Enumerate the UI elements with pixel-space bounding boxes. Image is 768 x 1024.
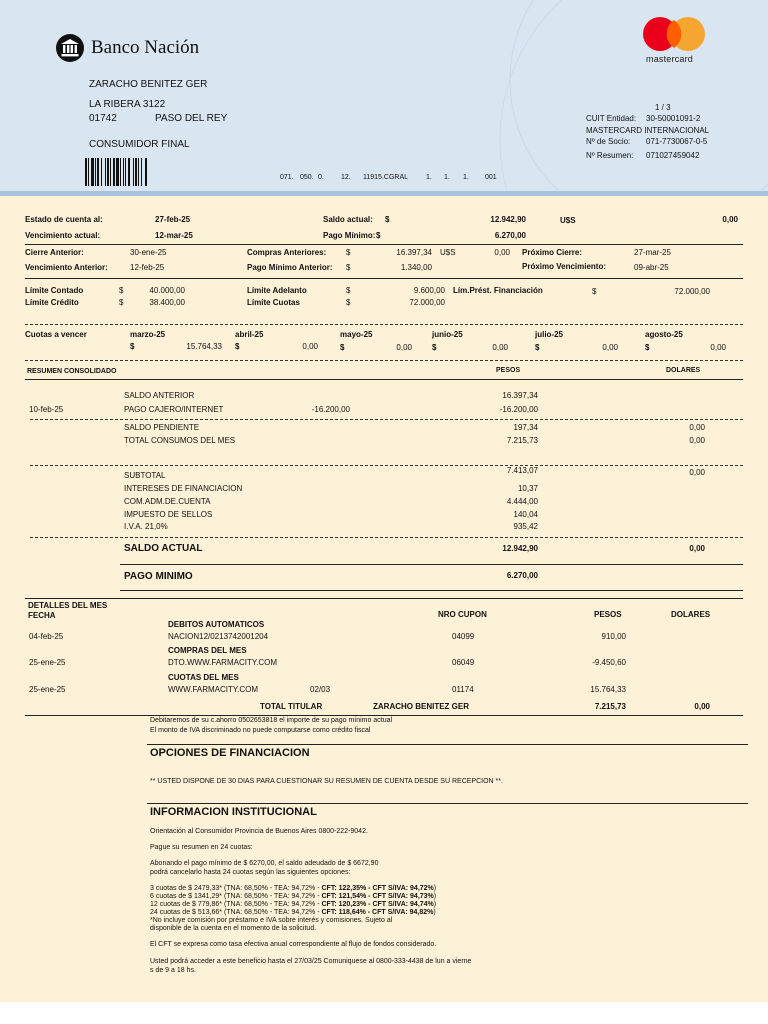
iva-label: I.V.A. 21,0% (124, 522, 168, 531)
saldo-anterior-pesos: 16.397,34 (502, 391, 538, 400)
pago-minimo-anterior-label: Pago Mínimo Anterior: (247, 263, 333, 272)
detalle-col-pesos: PESOS (594, 610, 622, 619)
usd-value: 0,00 (722, 215, 738, 224)
info-cuotas-line: Pague su resumen en 24 cuotas: (150, 844, 253, 851)
prestamo-label: Lím.Prést. Financiación (453, 286, 543, 295)
intereses-label: INTERESES DE FINANCIACION (124, 484, 243, 493)
cuota-pesos: 15.764,33 (590, 685, 626, 694)
total-titular-pesos: 7.215,73 (594, 702, 626, 711)
entity-name: MASTERCARD INTERNACIONAL (586, 126, 710, 135)
financing-cft: CFT: 121,54% - CFT S/IVA: 94,73% (321, 893, 434, 900)
limite-cuotas-label: Límite Cuotas (247, 298, 300, 307)
compra-desc: DTO.WWW.FARMACITY.COM (168, 658, 278, 667)
cuota-number: 02/03 (310, 685, 331, 694)
cuota-month-name: marzo-25 (130, 330, 166, 339)
routing-code-4: 12. (341, 174, 351, 181)
total-titular-name: ZARACHO BENITEZ GER (373, 702, 469, 711)
socio-value: 071-7730067-0-5 (646, 137, 708, 146)
comadm-pesos: 4.444,00 (506, 497, 538, 506)
detalle-col-dolares: DOLARES (671, 610, 711, 619)
cuota-month-currency: $ (535, 343, 540, 352)
vencimiento-anterior-label: Vencimiento Anterior: (25, 263, 108, 272)
compras-anteriores-currency: $ (346, 248, 351, 257)
financing-cft: CFT: 120,23% - CFT S/IVA: 94,74% (321, 901, 434, 908)
cuota-month-name: agosto-25 (645, 330, 683, 339)
financing-plan: 12 cuotas de $ 779,86* (TNA: 68,50% - TEA: 94,72% - (150, 901, 322, 908)
divider (25, 244, 743, 245)
cuotas-vencer-label: Cuotas a vencer (25, 330, 87, 339)
saldo-anterior-label: SALDO ANTERIOR (124, 391, 195, 400)
cuota-month-value: 0,00 (396, 343, 412, 352)
limite-adelanto-label: Límite Adelanto (247, 286, 307, 295)
info-commission-note: *No incluye comisión por préstamo e IVA sobre interés y comisiones. Sujeto al (150, 917, 393, 924)
routing-code-2: 050. (300, 174, 314, 181)
statement-header (0, 0, 768, 192)
resumen-col-dolares: DOLARES (666, 367, 701, 374)
financing-option (150, 885, 436, 892)
routing-code-1: 071. (280, 174, 294, 181)
compras-anteriores-usd-label: U$S (440, 248, 456, 257)
mastercard-wordmark: mastercard (646, 54, 694, 64)
detalle-col-fecha: FECHA (28, 611, 56, 620)
comadm-label: COM.ADM.DE.CUENTA (124, 497, 211, 506)
limite-credito-currency: $ (119, 298, 124, 307)
compras-anteriores-value: 16.397,34 (396, 248, 432, 257)
info-beneficio-line: Usted podrá acceder a este beneficio hasta el 27/03/25 Comuniquese al 0800-333-4438 de lun a vierne (150, 958, 472, 965)
intereses-pesos: 10,37 (517, 484, 538, 493)
proximo-cierre-label: Próximo Cierre: (522, 248, 583, 257)
divider (120, 564, 743, 565)
limite-contado-value: 40.000,00 (149, 286, 185, 295)
info-consumer-line: Orientación al Consumidor Provincia de Buenos Aires 0800-222-9042. (150, 828, 368, 835)
limite-credito-label: Límite Crédito (25, 298, 79, 307)
cuota-month-name: mayo-25 (340, 330, 373, 339)
routing-code-6: 1. (426, 174, 432, 181)
vencimiento-value: 12-mar-25 (155, 231, 193, 240)
cuit-value: 30-50001091-2 (646, 114, 701, 123)
divider (25, 715, 743, 716)
routing-code-5: 11915.CGRAL (363, 174, 409, 181)
cuota-month-name: junio-25 (432, 330, 463, 339)
cuit-label: CUIT Entidad: (586, 114, 637, 123)
subtotal-label: SUBTOTAL (124, 471, 166, 480)
divider (30, 537, 743, 538)
cuota-month-currency: $ (130, 342, 135, 351)
debitos-title: DEBITOS AUTOMATICOS (168, 620, 265, 629)
cierre-anterior-value: 30-ene-25 (130, 248, 167, 257)
saldo-pendiente-pesos: 197,34 (513, 423, 538, 432)
routing-code-3: 0. (318, 174, 324, 181)
divider (25, 278, 743, 279)
compras-anteriores-usd: 0,00 (494, 248, 510, 257)
cuota-month-name: abril-25 (235, 330, 264, 339)
cuota-month-value: 0,00 (492, 343, 508, 352)
pago-amount: -16.200,00 (311, 405, 350, 414)
divider (147, 803, 748, 804)
resumen-col-pesos: PESOS (496, 367, 521, 374)
prestamo-currency: $ (592, 287, 597, 296)
detalle-title: DETALLES DEL MES (28, 601, 108, 610)
limite-cuotas-value: 72.000,00 (409, 298, 445, 307)
limite-cuotas-currency: $ (346, 298, 351, 307)
usd-label: U$S (560, 216, 576, 225)
financing-option (150, 901, 436, 908)
info-disponible-note: disponible de la cuenta en el momento de la solicitud. (150, 925, 317, 932)
saldo-actual-total-pesos: 12.942,90 (502, 544, 538, 553)
pago-date: 10-feb-25 (29, 405, 64, 414)
financing-end: ) (433, 909, 436, 916)
financing-plan: 6 cuotas de $ 1341,29* (TNA: 68,50% - TEA: 94,72% - (150, 893, 322, 900)
cuota-month-value: 0,00 (302, 342, 318, 351)
subtotal-pesos: 7.413,07 (506, 466, 538, 475)
customer-city: PASO DEL REY (155, 113, 228, 124)
bank-name: Banco Nación (91, 37, 200, 58)
statement-body (0, 196, 768, 1002)
estado-value: 27-feb-25 (155, 215, 191, 224)
resumen-label: Nº Resumen: (586, 151, 634, 160)
financing-option (150, 909, 436, 916)
compras-anteriores-label: Compras Anteriores: (247, 248, 327, 257)
customer-name: ZARACHO BENITEZ GER (89, 79, 208, 90)
proximo-cierre-value: 27-mar-25 (634, 248, 671, 257)
cuotas-title: CUOTAS DEL MES (168, 673, 239, 682)
debito-cupon: 04099 (452, 632, 475, 641)
cuota-desc: WWW.FARMACITY.COM (168, 685, 259, 694)
debito-pesos: 910,00 (601, 632, 626, 641)
financing-end: ) (433, 893, 437, 900)
financing-cft: CFT: 122,35% - CFT S/IVA: 94,72% (321, 885, 434, 892)
saldo-pendiente-label: SALDO PENDIENTE (124, 423, 200, 432)
cuota-month-currency: $ (645, 343, 650, 352)
cierre-anterior-label: Cierre Anterior: (25, 248, 84, 257)
bank-logo-icon (55, 33, 85, 63)
pago-minimo-label: Pago Mínimo: (323, 231, 376, 240)
divider (25, 598, 743, 599)
limite-credito-value: 38.400,00 (149, 298, 185, 307)
financing-cft: CFT: 118,64% - CFT S/IVA: 94,82% (321, 909, 434, 916)
info-opciones-line: podrá cancelarlo hasta 24 cuotas según las siguientes opciones: (150, 869, 351, 876)
divider (25, 360, 743, 361)
routing-code-8: 1. (463, 174, 469, 181)
info-cft-note: El CFT se expresa como tasa efectiva anual correspondiente al flujo de fondos considerado. (150, 941, 437, 948)
divider (25, 324, 743, 325)
pago-minimo-total-label: PAGO MINIMO (124, 571, 193, 582)
info-horario-line: s de 9 a 18 hs. (150, 967, 196, 974)
detalle-col-cupon: NRO CUPON (438, 610, 487, 619)
compra-date: 25-ene-25 (29, 658, 66, 667)
divider (25, 379, 743, 380)
cuota-month-currency: $ (235, 342, 240, 351)
estado-label: Estado de cuenta al: (25, 215, 103, 224)
saldo-actual-currency: $ (385, 215, 390, 224)
debito-desc: NACION12/0213742001204 (168, 632, 269, 641)
info-abonando-line: Abonando el pago mínimo de $ 6270,00, el saldo adeudado de $ 6672,90 (150, 860, 379, 867)
compra-cupon: 06049 (452, 658, 475, 667)
saldo-actual-total-usd: 0,00 (689, 544, 705, 553)
postal-code: 01742 (89, 113, 117, 124)
compra-pesos: -9.450,60 (592, 658, 626, 667)
barcode-icon (85, 158, 189, 186)
customer-address: LA RIBERA 3122 (89, 99, 166, 110)
pago-minimo-anterior-value: 1.340,00 (400, 263, 432, 272)
saldo-pendiente-usd: 0,00 (689, 423, 705, 432)
tax-condition: CONSUMIDOR FINAL (89, 139, 190, 150)
cuota-month-currency: $ (340, 343, 345, 352)
socio-label: Nº de Socio: (586, 137, 631, 146)
info-title: INFORMACION INSTITUCIONAL (150, 806, 317, 818)
cuota-month-name: julio-25 (535, 330, 564, 339)
financing-option (150, 893, 436, 900)
pago-minimo-total-pesos: 6.270,00 (506, 571, 538, 580)
saldo-actual-total-label: SALDO ACTUAL (124, 543, 203, 554)
cuota-month-currency: $ (432, 343, 437, 352)
pago-label: PAGO CAJERO/INTERNET (124, 405, 224, 414)
vencimiento-anterior-value: 12-feb-25 (130, 263, 165, 272)
total-consumos-label: TOTAL CONSUMOS DEL MES (124, 436, 236, 445)
total-consumos-pesos: 7.215,73 (506, 436, 538, 445)
routing-code-9: 001 (485, 174, 497, 181)
compras-title: COMPRAS DEL MES (168, 646, 247, 655)
proximo-vencimiento-label: Próximo Vencimiento: (522, 262, 607, 271)
subtotal-usd: 0,00 (689, 468, 705, 477)
financing-plan: 24 cuotas de $ 513,66* (TNA: 68,50% - TEA: 94,72% - (150, 909, 322, 916)
limite-contado-currency: $ (119, 286, 124, 295)
resumen-value: 071027459042 (646, 151, 700, 160)
resumen-title: RESUMEN CONSOLIDADO (27, 368, 117, 375)
limite-adelanto-currency: $ (346, 286, 351, 295)
prestamo-value: 72.000,00 (674, 287, 710, 296)
cuota-cupon: 01174 (452, 685, 474, 694)
limite-contado-label: Límite Contado (25, 286, 84, 295)
saldo-actual-value: 12.942,90 (490, 215, 526, 224)
limite-adelanto-value: 9.600,00 (413, 286, 445, 295)
total-consumos-usd: 0,00 (689, 436, 705, 445)
divider (147, 744, 748, 745)
divider (120, 590, 743, 591)
total-titular-label: TOTAL TITULAR (260, 702, 323, 711)
cuota-month-value: 15.764,33 (186, 342, 222, 351)
financing-end: ) (433, 885, 437, 892)
cuota-month-value: 0,00 (602, 343, 618, 352)
mastercard-logo-icon (640, 16, 710, 56)
page-number: 1 / 3 (655, 103, 671, 112)
divider (30, 465, 743, 466)
routing-code-7: 1. (444, 174, 450, 181)
sellos-pesos: 140,04 (513, 510, 538, 519)
cuota-date: 25-ene-25 (29, 685, 66, 694)
financing-end: ) (433, 901, 437, 908)
debit-note: Debitaremos de su c.ahorro 0502653818 el importe de su pago mínimo actual (150, 717, 393, 724)
pago-minimo-value: 6.270,00 (494, 231, 526, 240)
pago-minimo-anterior-currency: $ (346, 263, 351, 272)
sellos-label: IMPUESTO DE SELLOS (124, 510, 213, 519)
total-titular-usd: 0,00 (694, 702, 710, 711)
iva-note: El monto de IVA discriminado no puede computarse como crédito fiscal (150, 727, 371, 734)
opciones-text: ** USTED DISPONE DE 30 DIAS PARA CUESTIONAR SU RESUMEN DE CUENTA DESDE SU RECEPCION **. (150, 778, 503, 785)
proximo-vencimiento-value: 09-abr-25 (634, 263, 669, 272)
financing-plan: 3 cuotas de $ 2479,33* (TNA: 68,50% - TEA: 94,72% - (150, 885, 322, 892)
divider (30, 419, 743, 420)
cuota-month-value: 0,00 (710, 343, 726, 352)
pago-minimo-currency: $ (376, 231, 381, 240)
saldo-actual-label: Saldo actual: (323, 215, 373, 224)
opciones-title: OPCIONES DE FINANCIACION (150, 747, 310, 759)
iva-pesos: 935,42 (513, 522, 538, 531)
vencimiento-label: Vencimiento actual: (25, 231, 101, 240)
pago-pesos: -16.200,00 (499, 405, 538, 414)
debito-date: 04-feb-25 (29, 632, 64, 641)
